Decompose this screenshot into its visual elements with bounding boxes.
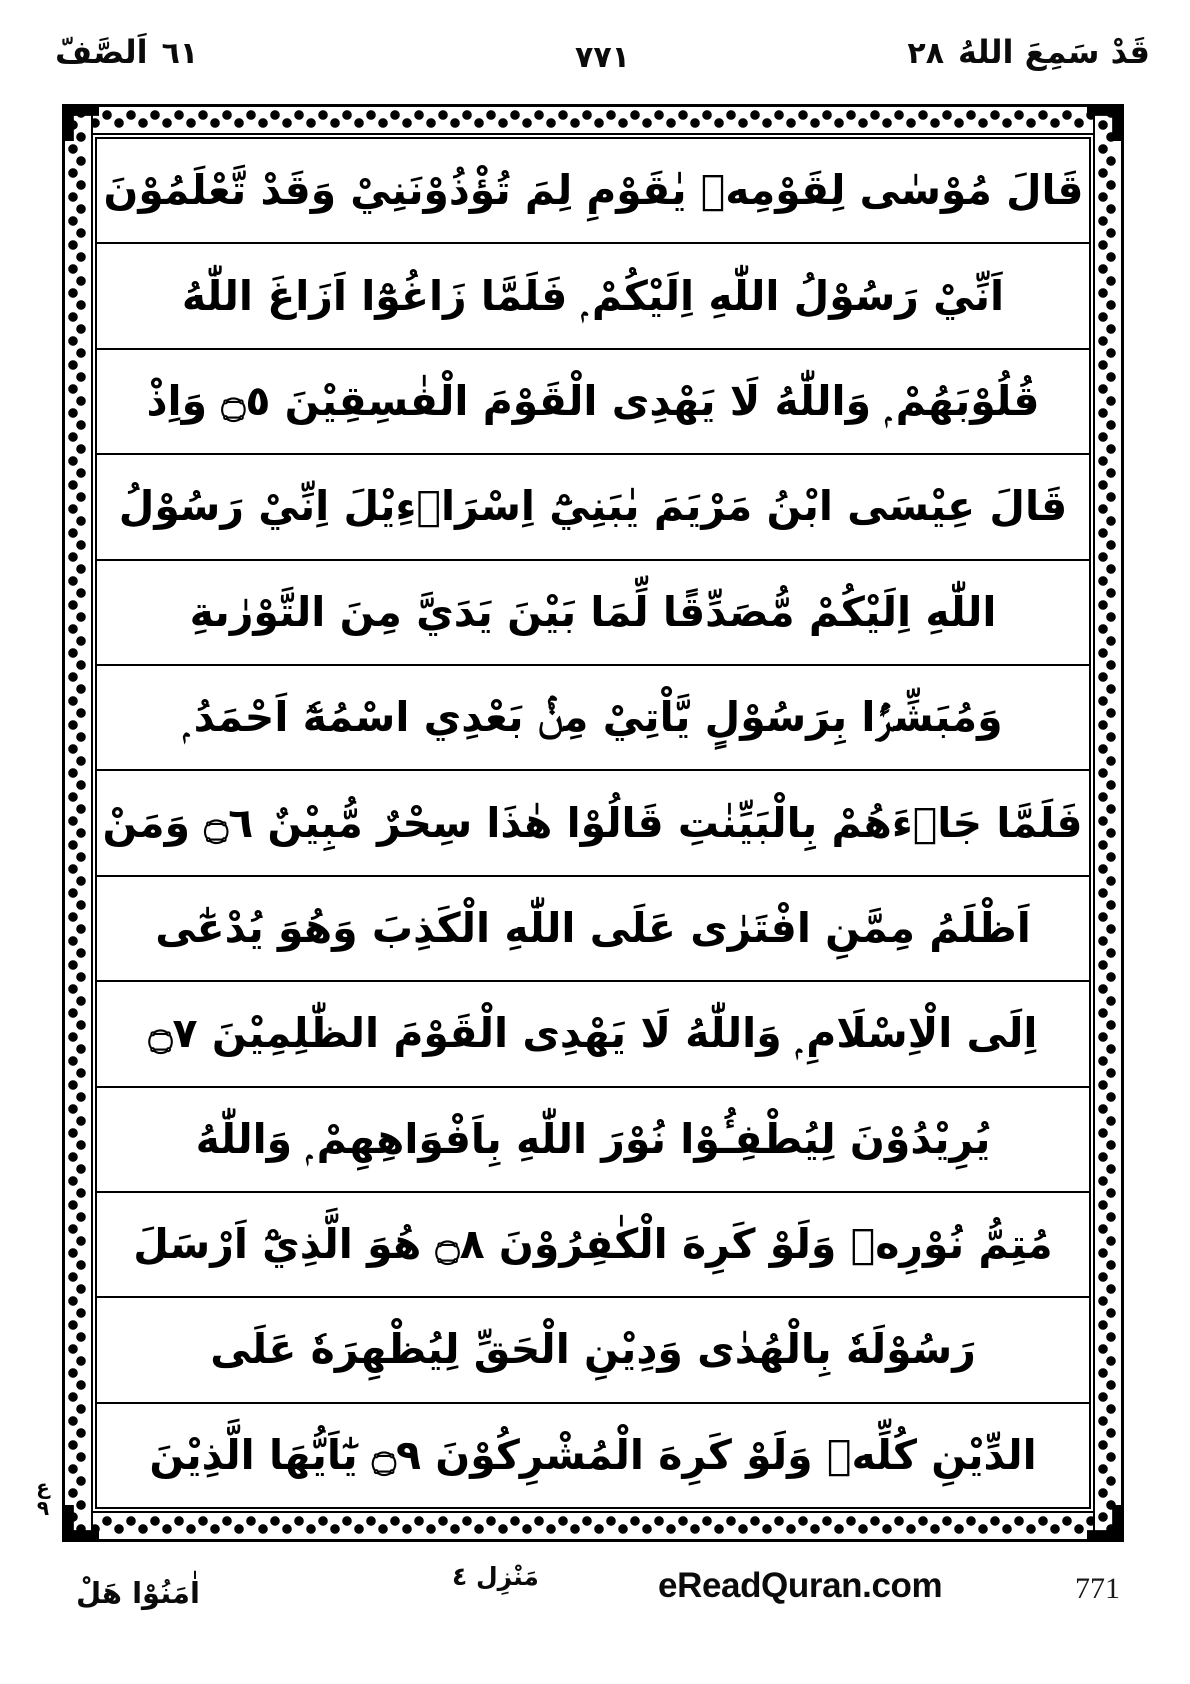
- quran-line-text: اللّٰهِ اِلَيْكُمْ مُّصَدِّقًا لِّمَا بَيْنَ يَدَيَّ مِنَ التَّوْرٰىةِ: [189, 587, 997, 636]
- quran-line-text: يُرِيْدُوْنَ لِيُطْفِـُٔوْا نُوْرَ اللّٰهِ بِاَفْوَاهِهِمْ ۭ وَاللّٰهُ: [195, 1114, 991, 1163]
- ruku-label: ع: [36, 1475, 50, 1499]
- quran-line[interactable]: [97, 1298, 1089, 1403]
- quran-line-text: اِلَى الْاِسْلَامِ ۭ وَاللّٰهُ لَا يَهْدِى الْقَوْمَ الظّٰلِمِيْنَ ۝٧: [148, 1009, 1038, 1058]
- site-name: eReadQuran.com: [658, 1566, 943, 1605]
- frame-border-right: [1093, 107, 1121, 1539]
- ruku-number: ٩: [36, 1496, 50, 1520]
- frame-border-top: [65, 107, 1121, 135]
- page-number-arabic: ٧٧١: [575, 40, 630, 75]
- quran-line-text: اَظْلَمُ مِمَّنِ افْتَرٰى عَلَى اللّٰهِ الْكَذِبَ وَهُوَ يُدْعٰٓى: [155, 903, 1031, 952]
- quran-line[interactable]: [97, 561, 1089, 666]
- quran-line[interactable]: [97, 771, 1089, 876]
- quran-line[interactable]: [97, 982, 1089, 1087]
- quran-line-text: فَلَمَّا جَاۗءَهُمْ بِالْبَيِّنٰتِ قَالُوْا هٰذَا سِحْرٌ مُّبِيْنٌ ۝٦ وَمَنْ: [102, 798, 1084, 847]
- quran-line-text: مُتِمُّ نُوْرِهٖ وَلَوْ كَرِهَ الْكٰفِرُوْنَ ۝٨ هُوَ الَّذِيْٓ اَرْسَلَ: [133, 1220, 1053, 1269]
- frame-border-left: [65, 107, 93, 1539]
- juz-title-block: [907, 33, 1150, 71]
- ruku-marker: [30, 1477, 56, 1519]
- quran-text-area: [95, 137, 1091, 1509]
- quran-line-text: قَالَ عِيْسَى ابْنُ مَرْيَمَ يٰبَنِيْٓ اِسْرَاۗءِيْلَ اِنِّيْ رَسُوْلُ: [118, 482, 1068, 531]
- page-header: [55, 33, 1150, 96]
- quran-line-text: الدِّيْنِ كُلِّهٖ وَلَوْ كَرِهَ الْمُشْرِكُوْنَ ۝٩ يٰٓاَيُّهَا الَّذِيْنَ: [149, 1430, 1037, 1479]
- surah-number: ٦١: [161, 36, 199, 71]
- quran-line[interactable]: [97, 139, 1089, 244]
- quran-line-text: رَسُوْلَهٗ بِالْهُدٰى وَدِيْنِ الْحَقِّ لِيُظْهِرَهٗ عَلَى: [210, 1325, 976, 1374]
- quran-line[interactable]: [97, 877, 1089, 982]
- frame-border-bottom: [65, 1511, 1121, 1539]
- quran-line-text: قَالَ مُوْسٰى لِقَوْمِهٖ يٰقَوْمِ لِمَ تُؤْذُوْنَنِيْ وَقَدْ تَّعْلَمُوْنَ: [103, 166, 1084, 215]
- quran-line[interactable]: [97, 1193, 1089, 1298]
- manzil-marker: مَنْزِل ٤: [452, 1562, 539, 1591]
- page-footer: [62, 1556, 1150, 1666]
- quran-line-text: قُلُوْبَهُمْ ۭ وَاللّٰهُ لَا يَهْدِى الْقَوْمَ الْفٰسِقِيْنَ ۝٥ وَاِذْ: [146, 376, 1040, 425]
- juz-name: قَدْ سَمِعَ اللهُ: [958, 33, 1150, 71]
- quran-line[interactable]: [97, 350, 1089, 455]
- quran-line-text: وَمُبَشِّرًۢا بِرَسُوْلٍ يَّاْتِيْ مِنْۢ بَعْدِي اسْمُهٗٓ اَحْمَدُ ۭ: [183, 693, 1003, 742]
- ornamental-frame: [62, 104, 1124, 1542]
- catchword: اٰمَنُوْا هَلْ: [76, 1576, 200, 1610]
- quran-line-text: اَنِّيْ رَسُوْلُ اللّٰهِ اِلَيْكُمْ ۭ فَلَمَّا زَاغُوْٓا اَزَاغَ اللّٰهُ: [181, 271, 1005, 320]
- quran-line[interactable]: [97, 244, 1089, 349]
- page-number: 771: [1075, 1572, 1120, 1605]
- quran-line[interactable]: [97, 666, 1089, 771]
- quran-line[interactable]: [97, 455, 1089, 560]
- surah-name: اَلصَّفّ: [55, 33, 148, 71]
- juz-number: ٢٨: [907, 36, 945, 71]
- quran-line[interactable]: [97, 1404, 1089, 1507]
- quran-line[interactable]: [97, 1088, 1089, 1193]
